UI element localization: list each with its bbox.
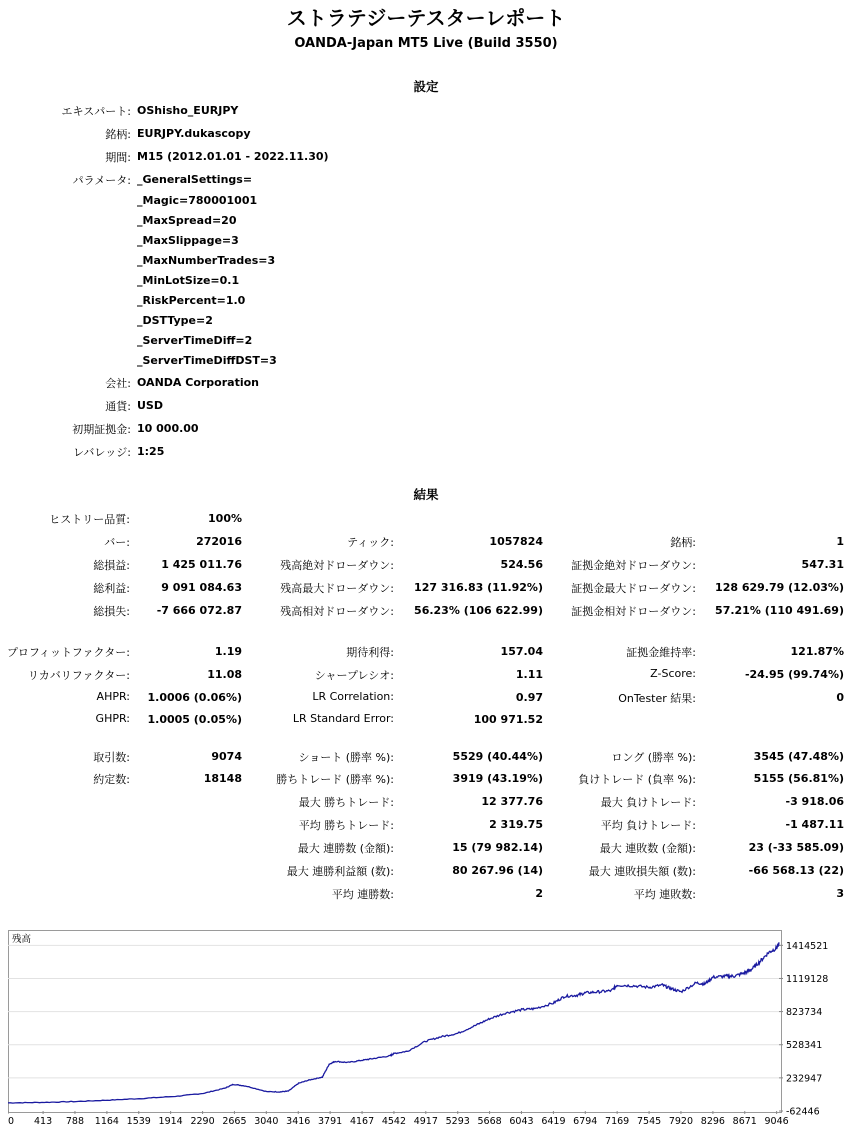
param-item: _RiskPercent=1.0 xyxy=(137,294,246,307)
param-item: _MaxSlippage=3 xyxy=(137,234,239,247)
company-value: OANDA Corporation xyxy=(137,376,259,389)
x-tick-label: 6419 xyxy=(541,1116,566,1127)
x-tick-label: 5293 xyxy=(445,1116,470,1127)
short-trades-label: ショート (勝率 %): xyxy=(298,751,394,764)
x-tick-label: 413 xyxy=(34,1116,53,1127)
max-consecutive-profit-value: 80 267.96 (14) xyxy=(452,864,543,877)
margin-level-label: 証拠金維持率: xyxy=(626,646,696,659)
gross-loss-value: -7 666 072.87 xyxy=(156,604,242,617)
history-quality-value: 100% xyxy=(208,512,242,525)
symbols-label: 銘柄: xyxy=(670,536,696,549)
net-profit-value: 1 425 011.76 xyxy=(161,558,242,571)
ahpr-label: AHPR: xyxy=(96,690,130,703)
x-tick-label: 4167 xyxy=(349,1116,375,1127)
profit-trades-value: 3919 (43.19%) xyxy=(452,772,543,785)
average-loss-label: 平均 負けトレード: xyxy=(600,819,696,832)
profit-trades-label: 勝ちトレード (勝率 %): xyxy=(276,773,394,786)
symbols-value: 1 xyxy=(836,535,844,548)
bars-label: バー: xyxy=(104,536,130,549)
ghpr-value: 1.0005 (0.05%) xyxy=(147,713,242,726)
param-item: _MaxSpread=20 xyxy=(137,214,237,227)
equity-dd-relative-value: 57.21% (110 491.69) xyxy=(715,604,844,617)
balance-dd-absolute-label: 残高絶対ドローダウン: xyxy=(280,559,394,572)
ontester-label: OnTester 結果: xyxy=(618,692,696,705)
balance-dd-relative-value: 56.23% (106 622.99) xyxy=(414,604,543,617)
loss-trades-label: 負けトレード (負率 %): xyxy=(578,773,696,786)
x-tick-label: 9046 xyxy=(764,1116,789,1127)
lr-correlation-label: LR Correlation: xyxy=(312,690,394,703)
margin-level-value: 121.87% xyxy=(790,645,844,658)
company-label: 会社: xyxy=(105,377,131,390)
max-consecutive-wins-label: 最大 連勝数 (金額): xyxy=(297,842,394,855)
x-tick-label: 6043 xyxy=(509,1116,534,1127)
lr-standard-error-label: LR Standard Error: xyxy=(292,712,394,725)
leverage-value: 1:25 xyxy=(137,445,165,458)
largest-loss-label: 最大 負けトレード: xyxy=(600,796,696,809)
settings-heading: 設定 xyxy=(413,79,439,94)
recovery-factor-value: 11.08 xyxy=(207,668,242,681)
server-build: OANDA-Japan MT5 Live (Build 3550) xyxy=(294,36,558,51)
sharpe-ratio-value: 1.11 xyxy=(515,668,543,681)
x-tick-label: 4917 xyxy=(413,1116,438,1127)
period-value: M15 (2012.01.01 - 2022.11.30) xyxy=(137,150,329,163)
x-tick-label: 7545 xyxy=(636,1116,662,1127)
x-tick-label: 6794 xyxy=(573,1116,598,1127)
max-consecutive-losses-label: 最大 連敗数 (金額): xyxy=(599,842,696,855)
x-tick-label: 3040 xyxy=(254,1116,279,1127)
total-deals-label: 約定数: xyxy=(93,773,130,786)
largest-profit-value: 12 377.76 xyxy=(481,795,543,808)
currency-label: 通貨: xyxy=(105,400,131,413)
y-tick-label: 1119128 xyxy=(786,973,829,985)
y-tick-label: 823734 xyxy=(786,1007,823,1019)
balance-dd-absolute-value: 524.56 xyxy=(500,558,543,571)
x-tick-label: 788 xyxy=(65,1116,85,1127)
largest-loss-value: -3 918.06 xyxy=(785,795,844,808)
y-tick-label: 528341 xyxy=(786,1040,823,1052)
parameters-label: パラメータ: xyxy=(72,174,131,187)
param-item: _MinLotSize=0.1 xyxy=(137,274,240,287)
x-tick-label: 7169 xyxy=(605,1116,630,1127)
balance-dd-relative-label: 残高相対ドローダウン: xyxy=(280,605,394,618)
average-consecutive-wins-label: 平均 連勝数: xyxy=(331,888,394,901)
zscore-label: Z-Score: xyxy=(650,667,696,680)
gross-profit-value: 9 091 084.63 xyxy=(161,581,242,594)
param-item: _GeneralSettings= xyxy=(137,173,253,186)
equity-dd-absolute-label: 証拠金絶対ドローダウン: xyxy=(571,559,696,572)
history-quality-label: ヒストリー品質: xyxy=(49,513,130,526)
profit-factor-label: プロフィットファクター: xyxy=(6,646,130,659)
expert-label: エキスパート: xyxy=(61,105,131,118)
x-tick-label: 5668 xyxy=(477,1116,502,1127)
recovery-factor-label: リカバリファクター: xyxy=(27,669,130,682)
gross-loss-label: 総損失: xyxy=(93,605,130,618)
x-tick-label: 2290 xyxy=(190,1116,215,1127)
long-trades-label: ロング (勝率 %): xyxy=(611,751,696,764)
bars-value: 272016 xyxy=(196,535,242,548)
average-profit-label: 平均 勝ちトレード: xyxy=(298,819,394,832)
expected-payoff-value: 157.04 xyxy=(500,645,543,658)
x-tick-label: 7920 xyxy=(668,1116,694,1127)
equity-dd-max-label: 証拠金最大ドローダウン: xyxy=(571,582,696,595)
currency-value: USD xyxy=(137,399,163,412)
profit-factor-value: 1.19 xyxy=(214,645,242,658)
x-tick-label: 1539 xyxy=(126,1116,151,1127)
expected-payoff-label: 期待利得: xyxy=(346,646,394,659)
y-tick-label: 1414521 xyxy=(786,940,829,952)
zscore-value: -24.95 (99.74%) xyxy=(744,668,844,681)
long-trades-value: 3545 (47.48%) xyxy=(753,750,844,763)
param-item: _Magic=780001001 xyxy=(137,194,258,207)
balance-line xyxy=(8,942,779,1103)
equity-dd-absolute-value: 547.31 xyxy=(801,558,844,571)
sharpe-ratio-label: シャープレシオ: xyxy=(314,669,394,682)
average-consecutive-wins-value: 2 xyxy=(535,887,543,900)
lr-standard-error-value: 100 971.52 xyxy=(473,713,543,726)
equity-dd-relative-label: 証拠金相対ドローダウン: xyxy=(571,605,696,618)
deposit-value: 10 000.00 xyxy=(137,422,199,435)
balance-dd-max-label: 残高最大ドローダウン: xyxy=(280,582,394,595)
chart-title: 残高 xyxy=(12,934,32,945)
net-profit-label: 総損益: xyxy=(93,559,130,572)
x-tick-label: 1164 xyxy=(94,1116,119,1127)
expert-value: OShisho_EURJPY xyxy=(137,104,239,117)
lr-correlation-value: 0.97 xyxy=(515,691,543,704)
gross-profit-label: 総利益: xyxy=(93,582,130,595)
total-deals-value: 18148 xyxy=(203,772,242,785)
param-item: _MaxNumberTrades=3 xyxy=(137,254,276,267)
deposit-label: 初期証拠金: xyxy=(72,423,131,436)
equity-dd-max-value: 128 629.79 (12.03%) xyxy=(715,581,844,594)
ghpr-label: GHPR: xyxy=(95,712,130,725)
symbol-label: 銘柄: xyxy=(105,128,131,141)
x-tick-label: 2665 xyxy=(222,1116,247,1127)
ticks-value: 1057824 xyxy=(489,535,543,548)
results-heading: 結果 xyxy=(413,487,439,502)
total-trades-label: 取引数: xyxy=(93,751,130,764)
x-tick-label: 0 xyxy=(8,1116,15,1127)
param-item: _ServerTimeDiff=2 xyxy=(137,334,253,347)
param-item: _DSTType=2 xyxy=(137,314,213,327)
x-tick-label: 4542 xyxy=(381,1116,407,1127)
x-tick-label: 8296 xyxy=(700,1116,725,1127)
average-loss-value: -1 487.11 xyxy=(785,818,844,831)
max-consecutive-profit-label: 最大 連勝利益額 (数): xyxy=(286,865,394,878)
average-consecutive-losses-value: 3 xyxy=(836,887,844,900)
x-tick-label: 3416 xyxy=(286,1116,311,1127)
x-tick-label: 3791 xyxy=(318,1116,343,1127)
balance-dd-max-value: 127 316.83 (11.92%) xyxy=(414,581,543,594)
max-consecutive-loss-value: -66 568.13 (22) xyxy=(748,864,844,877)
leverage-label: レバレッジ: xyxy=(73,446,131,459)
largest-profit-label: 最大 勝ちトレード: xyxy=(298,796,394,809)
balance-chart xyxy=(8,930,852,1129)
average-consecutive-losses-label: 平均 連敗数: xyxy=(633,888,696,901)
short-trades-value: 5529 (40.44%) xyxy=(452,750,543,763)
ahpr-value: 1.0006 (0.06%) xyxy=(147,691,242,704)
average-profit-value: 2 319.75 xyxy=(489,818,543,831)
y-tick-label: -62446 xyxy=(786,1106,820,1118)
symbol-value: EURJPY.dukascopy xyxy=(137,127,251,140)
y-tick-label: 232947 xyxy=(786,1073,823,1085)
max-consecutive-losses-value: 23 (-33 585.09) xyxy=(748,841,844,854)
x-tick-label: 1914 xyxy=(158,1116,183,1127)
loss-trades-value: 5155 (56.81%) xyxy=(753,772,844,785)
period-label: 期間: xyxy=(105,151,131,164)
param-item: _ServerTimeDiffDST=3 xyxy=(137,354,277,367)
max-consecutive-loss-label: 最大 連敗損失額 (数): xyxy=(588,865,696,878)
x-tick-label: 8671 xyxy=(732,1116,757,1127)
report-title: ストラテジーテスターレポート xyxy=(286,6,566,30)
ontester-value: 0 xyxy=(836,691,844,704)
total-trades-value: 9074 xyxy=(211,750,242,763)
ticks-label: ティック: xyxy=(347,536,394,549)
max-consecutive-wins-value: 15 (79 982.14) xyxy=(452,841,543,854)
